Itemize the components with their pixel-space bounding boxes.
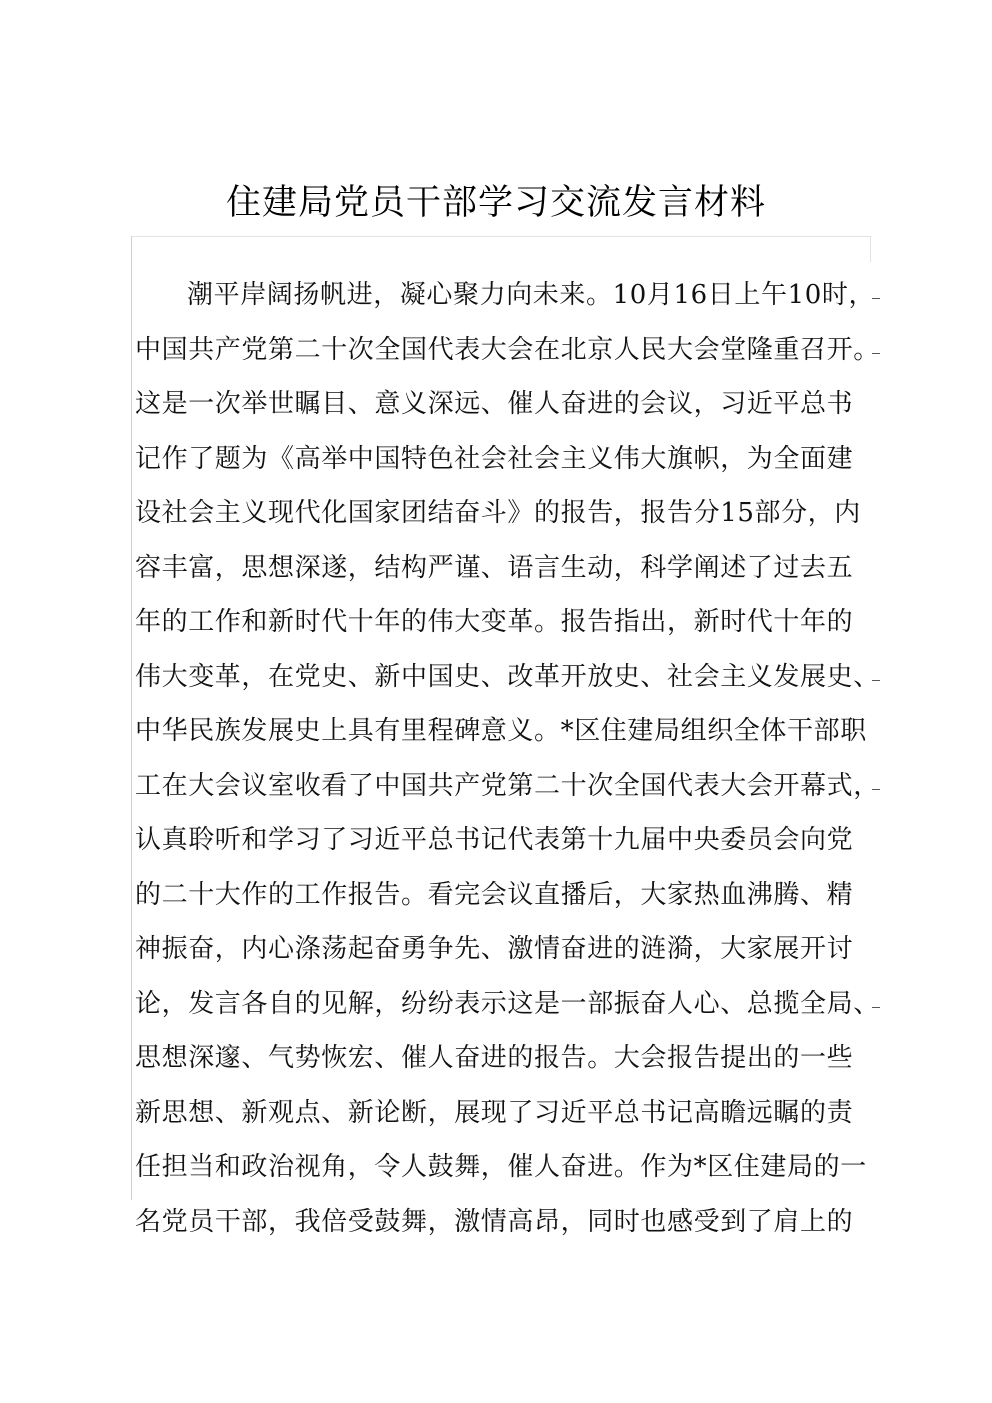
line-end-mark [872,268,880,299]
body-line [135,323,880,378]
body-line [135,977,880,1032]
body-line [135,922,875,977]
body-line-text: 新思想、新观点、新论断，展现了习近平总书记高瞻远瞩的责 [135,1097,854,1128]
body-line [135,813,875,868]
line-end-mark [872,323,880,354]
body-line-text: 伟大变革，在党史、新中国史、改革开放史、社会主义发展史、 [135,661,880,692]
line-end-mark [872,650,880,681]
body-line-text: 中国共产党第二十次全国代表大会在北京人民大会堂隆重召开。 [135,334,880,365]
text-frame-left-border [131,236,132,1200]
body-line [135,486,875,541]
body-line [135,1140,875,1195]
body-line-text: 的二十大作的工作报告。看完会议直播后，大家热血沸腾、精 [135,879,854,910]
text-frame-right-border [870,236,871,262]
line-end-mark [872,977,880,1008]
body-line [135,377,875,432]
body-line [135,432,875,487]
document-title: 住建局党员干部学习交流发言材料 [225,183,766,223]
line-end-mark [872,759,880,790]
body-line [135,759,880,814]
body-line-text: 名党员干部，我倍受鼓舞，激情高昂，同时也感受到了肩上的 [135,1206,854,1237]
body-line [135,1031,875,1086]
body-line [135,595,875,650]
text-frame-top-border [131,236,871,237]
body-line [135,1086,875,1141]
body-line-text: 中华民族发展史上具有里程碑意义。*区住建局组织全体干部职 [135,716,867,746]
body-line-text: 年的工作和新时代十年的伟大变革。报告指出，新时代十年的 [135,607,854,637]
body-line [135,268,875,323]
body-line-text: 论，发言各自的见解，纷纷表示这是一部振奋人心、总揽全局、 [135,988,880,1019]
body-line-text: 记作了题为《高举中国特色社会社会主义伟大旗帜，为全面建 [135,443,854,474]
body-line-text: 思想深邃、气势恢宏、催人奋进的报告。大会报告提出的一些 [135,1043,854,1073]
body-line [135,704,875,759]
body-line-text: 认真聆听和学习了习近平总书记代表第十九届中央委员会向党 [135,825,854,855]
body-line-text: 神振奋，内心涤荡起奋勇争先、激情奋进的涟漪，大家展开讨 [135,934,854,964]
body-line-text: 这是一次举世瞩目、意义深远、催人奋进的会议，习近平总书 [135,389,854,419]
body-line [135,868,875,923]
body-line-text: 潮平岸阔扬帆进，凝心聚力向未来。10月16日上午10时， [187,280,876,310]
body-line-text: 任担当和政治视角，令人鼓舞，催人奋进。作为*区住建局的一 [135,1152,867,1182]
body-line-text: 工在大会议室收看了中国共产党第二十次全国代表大会开幕式， [135,770,880,801]
body-line [135,1195,875,1250]
body-line [135,541,875,596]
body-line-text: 设社会主义现代化国家团结奋斗》的报告，报告分15部分，内 [135,498,861,528]
body-line [135,650,880,705]
body-paragraph [135,268,880,1249]
body-line-text: 容丰富，思想深遂，结构严谨、语言生动，科学阐述了过去五 [135,552,854,583]
